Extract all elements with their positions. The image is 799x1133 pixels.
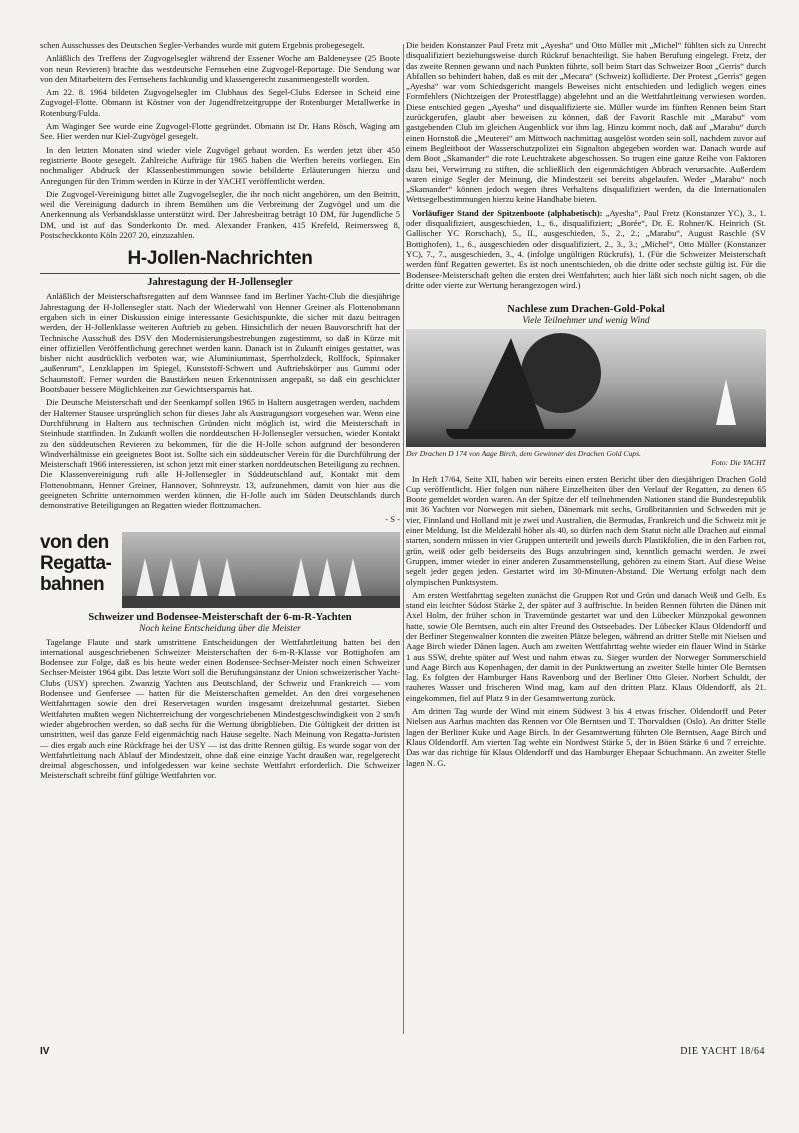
- column-divider: [403, 44, 404, 1034]
- paragraph: In Heft 17/64, Seite XII, haben wir bereits einen ersten Bericht über den diesjährigen Drachen Gold Cup veröffentlicht. Hier folgen nun nähere Einzelheiten über den Verlauf der Regatten, zu denen 65 Boote gemeldet worden waren. An der Spitze der elf teilnehmenden Nationen stand die Bundesrepublik mit 36 Yachten vor Norwegen mit sieben, Dänemark mit sechs, Großbritannien und Schweden mit je vier, Finnland und Holland mit je zwei und Australien, die Bermudas, Frankreich und die Schweiz mit je einer Meldung. Ist die Meldezahl höher als 40, so dürfen nach dem Statut nicht alle Drachen auf einmal starten, sondern müssen in vier Gruppen unterteilt und jeweils durch Plastikfolien, die in den Farben rot, grün, weiß oder gelb beiderseits des Bugs anzubringen sind, kenntlich gemacht werden. Je zwei Gruppen, immer wieder in einer anderen Zusammenstellung, gehören zu einem Start. Auf diese Weise segelt jeder gegen jeden. Gestartet wird im 30-Minuten-Abstand. Die Wertung erfolgt nach dem olympischen Punktsystem.: [406, 473, 766, 587]
- standings-paragraph: [406, 208, 766, 290]
- paragraph: Die Zugvogel-Vereinigung bittet alle Zugvogelsegler, die ihr noch nicht angehören, um den Beitritt, weil die Vereinigung dadurch in ihrem Bemühen um die Verbreitung der Zugvögel und um die Anerkennung als Verbandsklasse unterstützt wird. Der Jahresbeitrag beträgt 10 DM, für Jugendliche 5 DM, und ist auf das Sonderkonto Dr. med. Alexander Franken, 415 Krefeld, Reimersweg 8, Postscheckkonto Köln 2207 20, einzuzahlen.: [40, 188, 400, 241]
- journal-issue: DIE YACHT 18/64: [680, 1046, 765, 1057]
- regatta-photo: [122, 532, 400, 608]
- paragraph: schen Ausschusses des Deutschen Segler-Verbandes wurde mit gutem Ergebnis probegesegelt.: [40, 40, 365, 50]
- standings-text: „Ayesha“, Paul Fretz (Konstanzer YC), 3., 1. oder disqualifiziert, ausgeschieden, 1., 6., disqualifiziert; „Borée“, Dr. E. Rohner/K. Heinrich (St. Gallischer YC Rorschach), 5., II., ausgeschieden, 5., 2., 2.; „Marabu“, August Raschle (SV Bottighofen), 1., 6., ausgeschieden oder disqualifiziert, 2., 3., 3.; „Michel“, Otto Müller (Konstanzer YC), 7., 7., ausgeschieden, 3., 4. (infolge ungültigen Rückrufs), 1. (Für die Schweizer Meisterschaft werden fünf Regatten gewertet. Es ist noch unentschieden, ob die dritte oder sechste gültig ist. Für die Bodensee-Meisterschaft gelten die ersten drei Wettfahrten; auch hier läßt sich noch nicht sagen, ob die dritte oder vierte zur Wertung herangezogen wird.): [406, 207, 766, 290]
- standings-lead: Vorläufiger Stand der Spitzenboote (alphabetisch):: [412, 207, 603, 218]
- sail-shape: [344, 558, 362, 598]
- article-title-6m: Schweizer und Bodensee-Meisterschaft der 6-m-R-Yachten: [88, 611, 352, 623]
- paragraph: Die Deutsche Meisterschaft und der Seenkampf sollen 1965 in Haltern ausgetragen werden, nachdem der Halterner Stausee ursprünglich schon für dieses Jahr als Austragungsort vorgesehen war. Wenn eine Durchführung in Haltern aus technischen Gründen nicht möglich ist, wird die Meisterschaft in Steinhude stattfinden. In Zukunft wollen die norddeutschen H-Jollensegler versuchen, wieder Kontakt zu den süddeutschen Revieren zu bekommen, für die die H-Jolle schon aufgrund der besonderen Windverhältnisse ein geeignetes Boot ist. Sollte sich ein süddeutscher Verein für die Durchführung der Meisterschaft 1966 interessieren, ist schon jetzt mit einer starken norddeutschen Beteiligung zu rechnen. Die Klassenvereinigung ruft alle H-Jollensegler in Süddeutschland auf, Kontakt mit dem Flottenobmann, Henner Greiner, Hannover, Sohnreystr. 13, aufzunehmen, damit von hier aus die geeigneten Schritte unternommen werden können, die H-Jolle auch im Süden Deutschlands durch demonstrative Beteiligungen an Regatten wieder flottzumachen.: [40, 397, 400, 511]
- drachen-photo: [406, 329, 766, 447]
- divider: [40, 273, 400, 274]
- author-byline: - S -: [385, 513, 400, 524]
- banner-title: von den Regatta-bahnen: [40, 531, 112, 595]
- paragraph: Am ersten Wettfahrttag segelten zunächst die Gruppen Rot und Grün und danach Weiß und Gelb. Es stand ein leichter Südost Stärke 2, der später auf 3 auffrischte. In beiden Rennen führten die Dänen mit Axel Holm, der früher schon in Travemünde gestartet war und den Lübecker Münzpokal gewonnen hatte, sowie Ole Berntsen, auch ein alter Freund des Ostseebades. Der Lübecker Klaus Oldendorff und der Berliner Stegenwalner konnten die zweiten Plätze belegen, während an dritter Stelle mit Nielsen und Aage Birch wieder Dänen lagen. Auch am zweiten Wettfahrttag wehte wieder ein flauer Wind in Stärke 1 aus SSW, drehte später auf West und nahm etwas zu. Sieger wurden der Norweger Sommerschield und Aage Birch aus Kopenhagen, der damit in der Punktwertung an zweiter Stelle hinter Ole Berntsen lag. Es folgten der Hamburger Hans Ravenborg und der Berliner Otto Gleier. Norbert Schuldt, der rauheres Wasser und frischeren Wind mag, kam auf den dritten Platz. Klaus Oldendorff, als 21. eingekommen, fiel auf Platz 9 in der Gesamtwertung zurück.: [406, 589, 766, 703]
- zugvogel-news: [40, 40, 400, 240]
- sail-shape: [292, 558, 310, 598]
- section-heading-h-jollen: H-Jollen-Nachrichten: [127, 248, 313, 270]
- paragraph: Anläßlich des Treffens der Zugvogelsegler während der Essener Woche am Baldeneysee (25 Boote von neun Revieren) brachte das westdeutsche Fernsehen eine Zugvogel-Reportage. Die Sendung war von den Mitarbeitern des Fernsehens fachkundig und klassengerecht zusammengestellt worden.: [40, 53, 400, 84]
- paragraph: Anläßlich der Meisterschaftsregatten auf dem Wannsee fand im Berliner Yacht-Club die diesjährige Jahrestagung der H-Jollensegler statt. Nach der Wiederwahl von Henner Greiner als Flottenobmann ergaben sich in einer Diskussion einige interessante Gesichtspunkte, die sicher mit dazu beitragen werden, der H-Jollenklasse weiteren Auftrieb zu geben. Hinsichtlich der neuen Bauvorschrift hat der Technische Ausschuß des DSV den Modernisierungsbestrebungen zugestimmt, so daß in Kürze mit einer offiziellen Veröffentlichung gerechnet werden kann. Danach ist in Zukunft einiges gestattet, was bisher nicht ausdrücklich verboten war, wie Aluminiummast, Sperrholzdeck, Rollfock, Spinnaker „außenrum“, Lenzklappen im Spiegel, Kunststoff-Schwert und Auftriebskörper aus Gummi oder Schaumstoff. Ferner wurden die Baustärken neuen Erkenntnissen angepaßt, so daß ein geschickter Bootsbauer bessere Möglichkeiten zur Gewichtsersparnis hat.: [40, 291, 400, 395]
- article-subtitle-drachen: Viele Teilnehmer und wenig Wind: [522, 316, 650, 327]
- paragraph: In den letzten Monaten sind wieder viele Zugvögel gebaut worden. Es werden jetzt über 450 registrierte Boote gesegelt. Zahlreiche Aufträge für 1965 haben die Werften bereits vorliegen. Ein nochmaliger Abdruck der Klassenbestimmungen sowie bebilderte Erläuterungen hierzu und Anregungen für den Trimm werden in Kürze in der YACHT veröffentlicht werden.: [40, 144, 400, 186]
- caption-text: Der Drachen D 174 von Aage Birch, dem Gewinner des Drachen Gold Cups.: [406, 449, 641, 459]
- left-column: [40, 40, 400, 1040]
- water: [122, 596, 400, 608]
- article-subtitle-6m: Noch keine Entscheidung über die Meister: [139, 623, 301, 634]
- photo-credit: Foto: Die YACHT: [711, 458, 766, 468]
- sail-shape: [190, 558, 208, 598]
- regatta-banner: [40, 532, 400, 608]
- hull-shape: [446, 429, 576, 439]
- sail-shape: [318, 558, 336, 598]
- sail-shape: [466, 338, 546, 433]
- page-number: IV: [40, 1046, 50, 1057]
- sail-shape: [716, 379, 736, 425]
- right-column: [406, 40, 766, 1040]
- photo-caption: [406, 449, 766, 467]
- paragraph: Am dritten Tag wurde der Wind mit einem Südwest 3 bis 4 etwas frischer. Oldendorff und Peter Nielsen aus Aarhus machten das Rennen vor Ole Berntsen und T. Thorvaldsen (Oslo). An dritter Stelle lagen der Berliner Kuke und Aage Birch. In der Gesamtwertung führten Ole Berntsen, Aage Birch und Klaus Oldendorff. Am vierten Tag wehte ein Nordwest Stärke 5, der in Böen Stärke 6 und 7 erreichte. Das war das richtige für Klaus Oldendorff und das Hamburger Ehepaar Schuchmann. An zweiter Stelle lagen N. G.: [406, 706, 766, 768]
- paragraph: Am Waginger See wurde eine Zugvogel-Flotte gegründet. Obmann ist Dr. Hans Rösch, Waging am See. Hier werden nur Kiel-Zugvögel gesegelt.: [40, 121, 400, 142]
- article-title-jahrestagung: Jahrestagung der H-Jollensegler: [147, 277, 293, 289]
- article-title-drachen: Nachlese zum Drachen-Gold-Pokal: [507, 304, 665, 316]
- sail-shape: [218, 558, 236, 598]
- paragraph: Tagelange Flaute und stark umstrittene Entscheidungen der Wettfahrtleitung hatten bei den international ausgeschriebenen Schweizer Meisterschaften der 6-m-R-Klasse vor Bottighofen am Bodensee zur Folge, daß es bis heute weder einen Bodensee-Sechser-Meister noch einen Schweizer Sechser-Meister 1964 gibt. Das letzte Wort soll die Berufungsinstanz der Union schweizerischer Yacht-Clubs (USY) sprechen. Zwanzig Yachten aus Deutschland, der Schweiz und Frankreich — vom Bodensee und Genfersee — hatten für die Meisterschaften gemeldet. An den drei vorgesehenen Wettfahrttagen sowie den drei Reservetagen wurden insgesamt dreizehnmal gestartet. Sieben Wettfahrten mußten wegen Nichterreichung der vorgeschriebenen Mindestgeschwindigkeit von 2 sm/h wieder abgebrochen werden, so daß sechs für die Wertung übrigblieben. Die Gültigkeit der dritten ist umstritten, weil das ganze Feld eigenmächtig nach Hause segelte. Nach Meinung von Regatta-Juristen — dies ergab auch eine Rückfrage bei der USY — ist das dritte Rennen gültig. Es wurde sogar von der Wettfahrtleitung nach Ablauf der Mindestzeit, ohne daß eine einzige Yacht draußen war, regelgerecht dreimal abgeschossen, und infolgedessen war keine sechste Wettfahrt erforderlich. Die Schweizer Meisterschaft schreibt fünf gültige Wettfahrten vor.: [40, 636, 400, 781]
- sail-shape: [162, 558, 180, 598]
- drachen-photo-figure: [406, 329, 766, 467]
- sail-shape: [136, 558, 154, 598]
- paragraph: Die beiden Konstanzer Paul Fretz mit „Ayesha“ und Otto Müller mit „Michel“ fühlten sich zu Unrecht disqualifiziert beziehungsweise durch Rückruf benachteiligt. Sie haben Berufung eingelegt. Fretz, der das zweite Rennen gewann und nach Punkten führte, soll beim Start das Schweizer Boot „Gerris“ durch Abfallen so behindert haben, daß es mit der „Mecara“ (Schweiz) kollidierte. Der Protest „Gerris“ gegen „Ayesha“ war vom Schiedsgericht mangels Beweises nicht entschieden und lediglich wegen eines Formfehlers (Nichtzeigen der Protestflagge) abgelehnt und an die Wettfahrtleitung verwiesen worden. Diese entschied gegen „Ayesha“ und disqualifizierte sie. Müller wurde im fünften Rennen beim Start zurückgerufen, glaubt aber beweisen zu können, daß der Favorit Raschle mit „Marabu“ vom gastgebenden Club im gleichen Augenblick vor ihm lag. Hinzu kommt noch, daß auf „Marabu“ durch einen Hornstoß die „Meuterei“ am Mittwoch nachmittag ausgelöst worden sein soll, nachdem zuvor auf einem Begleitboot der Wasserschutzpolizei ein Signalton abgegeben worden war. Danach wurde auf dem Boot „Skamander“ die rote Leuchtrakete abgeschossen. So trugen eine ganze Reihe von Faktoren dazu bei, Verwirrung zu stiften, die schließlich den eigenmächtigen Abbruch verursachte. Außerdem waren einige Segler der Meinung, die Mindestzeit sei bereits abgelaufen. Weder „Marabu“ noch „Skamander“ können jedoch wegen ihres Verhaltens disqualifiziert werden, da die Internationalen Wettsegelbestimmungen hierzu keine Handhabe bieten.: [406, 40, 766, 205]
- paragraph: Am 22. 8. 1964 bildeten Zugvogelsegler im Clubhaus des Segel-Clubs Edersee in Scheid eine Zugvogel-Flotte. Obmann ist Köstner von der Jugendfreizeitgruppe der Rotenburger Metallwerke in Rotenburg/Fulda.: [40, 87, 400, 118]
